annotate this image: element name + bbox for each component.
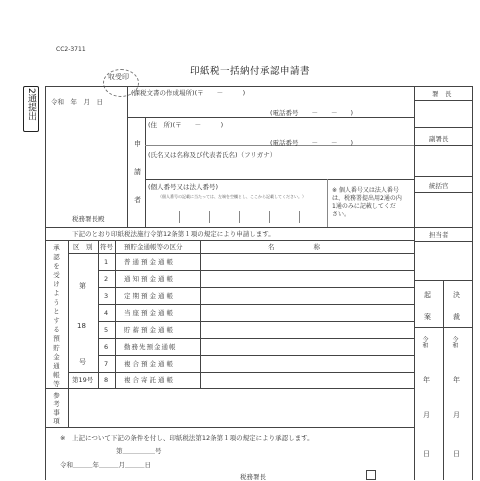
rc-line-2 (414, 127, 472, 128)
applicant-char-1: 申 (134, 140, 141, 148)
name-input-area[interactable] (202, 255, 412, 386)
location-phone-field[interactable]: (電話番号 － － ) (270, 109, 354, 117)
row-label: 貯蓄預金通帳 (124, 326, 175, 334)
notes-input[interactable] (70, 390, 412, 425)
month-right: 月 (453, 411, 460, 419)
id-note-divider (327, 179, 328, 227)
group-label-top: 第 (79, 282, 86, 290)
id-note-line-2: は、税務署提出用2通の内 (332, 195, 402, 202)
rc-line-5 (414, 192, 472, 193)
officer-label: 担当者 (429, 231, 449, 239)
applicant-char-3: 者 (134, 196, 141, 204)
rc-line-1 (414, 100, 472, 101)
row-num: 2 (104, 275, 109, 283)
name-field[interactable]: (氏名又は名称及び代表者氏名)（フリガナ） (148, 151, 277, 159)
reception-stamp-label: 収受印 (108, 73, 129, 81)
draft-label-2: 案 (424, 313, 431, 321)
table-side-label: 承認を受けようとする預貯金通帳等 (52, 244, 60, 390)
day-left: 日 (423, 450, 430, 458)
id-note-line-4: さい。 (332, 211, 351, 218)
type-divider (200, 240, 201, 388)
statement-top-line (45, 227, 414, 228)
era-left: 令和 (421, 336, 428, 348)
id-number-label: (個人番号又は法人番号) (148, 183, 219, 191)
row-num: 3 (104, 292, 109, 300)
row-label: 複合寄託通帳 (124, 376, 175, 384)
application-date: 令和 年 月 日 (51, 98, 103, 106)
row-num: 5 (104, 326, 109, 334)
draft-label-1: 起 (424, 291, 431, 299)
rc-line-9 (414, 327, 472, 328)
header-category: 区 別 (73, 243, 93, 251)
notes-bottom-line (45, 427, 414, 428)
submit-copies-label: 2通提出 (26, 88, 36, 121)
header-name: 名 称 (268, 243, 320, 251)
row-label: 勤務先預金通帳 (124, 343, 177, 351)
form-code: CC2-3711 (56, 46, 86, 53)
category-divider (98, 240, 99, 388)
row-label: 定期預金通帳 (124, 292, 175, 300)
row-num: 1 (104, 258, 109, 266)
year-right: 年 (453, 376, 460, 384)
application-statement: 下記のとおり印紙税法施行令第12条第１項の規定により申請します。 (72, 230, 275, 238)
approve-label-1: 決 (453, 291, 460, 299)
form-title: 印紙税一括納付承認申請書 (190, 66, 311, 77)
rc-line-7 (414, 241, 472, 242)
group-label-bottom: 号 (79, 358, 86, 366)
table-header-line (68, 253, 414, 254)
row-num: 7 (104, 360, 109, 368)
approval-number: 第＿＿＿＿＿号 (116, 447, 162, 455)
date-area-divider (127, 86, 128, 227)
id-note-line-1: ※ 個人番号又は法人番号 (332, 187, 399, 194)
chief-label: 署 長 (432, 90, 452, 98)
approval-statement: ※ 上記について下記の条件を付し、印紙税法第12条第１項の規定により承認します。 (60, 434, 314, 442)
row-label: 普通預金通帳 (124, 258, 175, 266)
rc-line-3 (414, 145, 472, 146)
seal-mark (366, 470, 376, 480)
last-category: 第19号 (72, 376, 94, 384)
row-num: 4 (104, 309, 109, 317)
frame-left (45, 86, 46, 480)
approve-label-2: 裁 (453, 313, 460, 321)
row-label: 複合預金通帳 (124, 360, 175, 368)
deputy-chief-label: 副署長 (429, 135, 449, 143)
address-phone-field[interactable]: (電話番号 － － ) (270, 139, 354, 147)
frame-right (472, 86, 473, 480)
address-field[interactable]: (住 所)(〒 － ) (148, 121, 224, 129)
notes-label: 参考事項 (52, 392, 60, 426)
supervisor-label: 統括官 (429, 182, 449, 190)
decision-divider (443, 280, 444, 480)
side-label-divider (68, 240, 69, 388)
rc-line-4 (414, 176, 472, 177)
id-number-boxes[interactable] (149, 201, 325, 225)
tax-office-addressee: 税務署長殿 (72, 215, 105, 223)
submit-copies-badge (23, 86, 39, 132)
row-num: 6 (104, 343, 109, 351)
id-top-line (145, 179, 414, 180)
notes-divider (68, 388, 69, 427)
document-location-field[interactable]: (課税文書の作成場所)(〒 － ) (131, 89, 246, 97)
row-label: 当座預金通帳 (124, 309, 175, 317)
table-top-line (45, 240, 414, 241)
approval-issuer: 税務署長 (240, 473, 266, 481)
header-type: 預貯金通帳等の区分 (124, 243, 183, 251)
id-number-small-note: （個人番号の記載に当たっては、左端を空欄とし、ここから記載してください。） (158, 194, 306, 199)
id-note-line-3: 1通のみに記載してくだ (332, 203, 396, 210)
year-left: 年 (423, 376, 430, 384)
approval-date: 令和＿＿＿年＿＿＿月＿＿＿日 (60, 461, 151, 469)
applicant-label-divider (145, 117, 146, 227)
era-right: 令和 (451, 336, 458, 348)
code-divider (115, 240, 116, 388)
row-label: 通知預金通帳 (124, 275, 175, 283)
table-bottom-line (45, 388, 414, 389)
day-right: 日 (453, 450, 460, 458)
row-num: 8 (104, 376, 109, 384)
group-number: 18 (77, 322, 86, 330)
header-code: 符号 (100, 243, 113, 251)
month-left: 月 (423, 411, 430, 419)
location-bottom-line (127, 117, 414, 118)
frame-top (45, 86, 472, 87)
rc-line-6 (414, 227, 472, 228)
applicant-char-2: 請 (134, 168, 141, 176)
